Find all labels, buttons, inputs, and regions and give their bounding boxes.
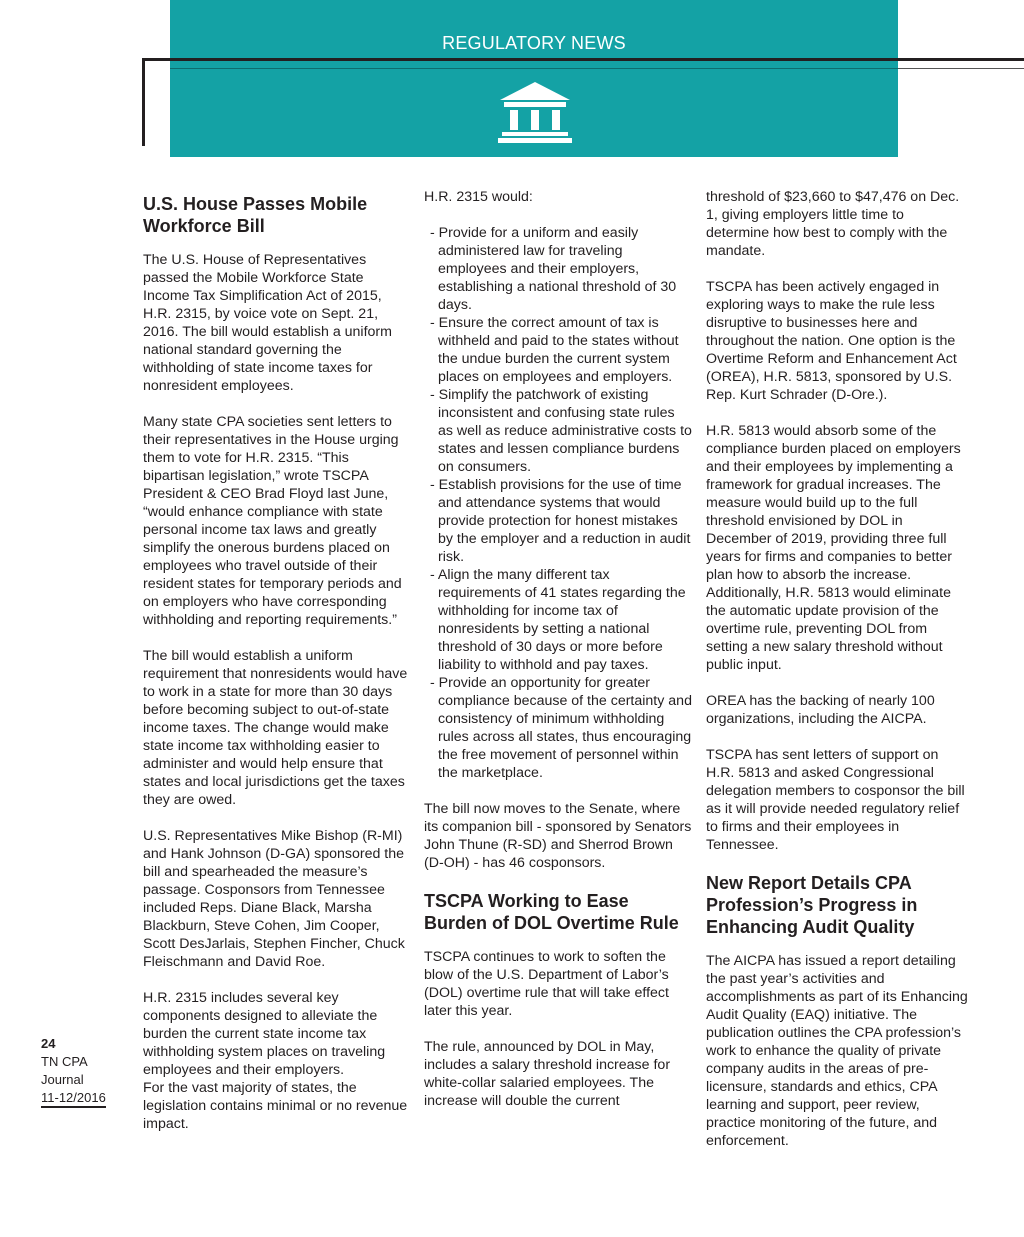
list-item: - Align the many different tax requirements of 41 states regarding the withholding for income tax of nonresidents by setting a national threshold of 30 days or more before liability to withhold and pay taxes. [424, 566, 692, 674]
bank-building-icon [496, 80, 574, 144]
list-item: - Ensure the correct amount of tax is withheld and paid to the states without the undue burden the current system places on employees and employers. [424, 314, 692, 386]
column-3 [706, 188, 968, 1168]
column-2 [424, 188, 692, 1128]
publication-name-line2: Journal [41, 1072, 84, 1087]
publication-name: TN CPA [41, 1054, 88, 1069]
body-paragraph: For the vast majority of states, the legislation contains minimal or no revenue impact. [143, 1080, 408, 1132]
body-paragraph: The bill would establish a uniform requirement that nonresidents would have to work in a state for more than 30 days before becoming subject to out-of-state income taxes. The change would make state income tax withholding easier to administer and would help ensure that states and local jurisdictions get the taxes they are owed. [143, 648, 408, 808]
list-item: - Establish provisions for the use of time and attendance systems that would provide protection for honest mistakes by the employer and a reduction in audit risk. [424, 476, 692, 566]
body-paragraph: The AICPA has issued a report detailing the past year’s activities and accomplishments as part of its Enhancing Audit Quality (EAQ) initiative. The publication outlines the CPA profession’s work to enhance the quality of private company audits in the areas of pre-licensure, standards and ethics, CPA learning and support, peer review, practice monitoring of the future, and enforcement. [706, 953, 968, 1149]
section-label: REGULATORY NEWS [442, 33, 626, 53]
body-paragraph: H.R. 5813 would absorb some of the compliance burden placed on employers and their employees by implementing a framework for gradual increases. The measure would build up to the full threshold envisioned by DOL in December of 2019, providing three full years for firms and companies to better plan how to absorb the increase. Additionally, H.R. 5813 would eliminate the automatic update provision of the overtime rule, preventing DOL from setting a new salary threshold without public input. [706, 423, 961, 673]
list-item: - Provide for a uniform and easily administered law for traveling employees and their employers, establishing a national threshold of 30 days. [424, 224, 692, 314]
body-paragraph: The U.S. House of Representatives passed the Mobile Workforce State Income Tax Simplification Act of 2015, H.R. 2315, by voice vote on Sept. 21, 2016. The bill would establish a uniform national standard governing the withholding of state income taxes for nonresident employees. [143, 252, 392, 394]
header-thin-rule [170, 68, 898, 69]
body-paragraph: U.S. Representatives Mike Bishop (R-MI) and Hank Johnson (D-GA) sponsored the bill and spearheaded the measure’s passage. Cosponsors from Tennessee included Reps. Diane Black, Marsha Blackburn, Steve Cohen, Jim Cooper, Scott DesJarlais, Stephen Fincher, Chuck Fleischmann and David Roe. [143, 828, 405, 970]
body-paragraph: Many state CPA societies sent letters to their representatives in the House urging them to vote for H.R. 2315. “This bipartisan legislation,” wrote TSCPA President & CEO Brad Floyd last June, “would enhance compliance with state personal income tax laws and greatly simplify the onerous burdens placed on employees who travel outside of their resident states for temporary periods and on employers who have corresponding withholding and reporting requirements.” [143, 414, 402, 628]
article-title: U.S. House Passes Mobile Workforce Bill [143, 194, 368, 236]
body-paragraph: TSCPA has sent letters of support on H.R. 5813 and asked Congressional delegation members to cosponsor the bill as it will provide needed regulatory relief to firms and their employees in Tennessee. [706, 747, 965, 853]
list-item: - Simplify the patchwork of existing inconsistent and confusing state rules as well as reduce administrative costs to states and lessen compliance burdens on consumers. [424, 386, 692, 476]
body-paragraph: H.R. 2315 includes several key components designed to alleviate the burden the current state income tax withholding system places on traveling employees and their employers. [143, 990, 386, 1078]
header-rule-left [142, 58, 145, 146]
body-paragraph: OREA has the backing of nearly 100 organizations, including the AICPA. [706, 693, 935, 727]
page-number: 24 [41, 1036, 56, 1051]
issue-date: 11-12/2016 [41, 1090, 106, 1108]
article-title: TSCPA Working to Ease Burden of DOL Overtime Rule [424, 891, 679, 933]
bullet-list [424, 224, 692, 782]
body-paragraph: TSCPA has been actively engaged in exploring ways to make the rule less disruptive to businesses here and throughout the nation. One option is the Overtime Reform and Enhancement Act (OREA), H.R. 5813, sponsored by U.S. Rep. Kurt Schrader (D-Ore.). [706, 279, 957, 403]
article-title: New Report Details CPA Profession’s Progress in Enhancing Audit Quality [706, 873, 918, 937]
body-paragraph: The rule, announced by DOL in May, includes a salary threshold increase for white-collar salaried employees. The increase will double the current [424, 1039, 671, 1109]
header-rule [142, 58, 1024, 61]
body-paragraph: The bill now moves to the Senate, where its companion bill - sponsored by Senators John Thune (R-SD) and Sherrod Brown (D-OH) - has 46 cosponsors. [424, 801, 692, 871]
folio [41, 1035, 106, 1107]
column-1 [143, 188, 411, 1151]
body-paragraph: TSCPA continues to work to soften the blow of the U.S. Department of Labor’s (DOL) overtime rule that will take effect later this year. [424, 949, 669, 1019]
header-thin-rule-outer [898, 68, 1024, 69]
bullets-intro: H.R. 2315 would: [424, 189, 533, 205]
body-paragraph: threshold of $23,660 to $47,476 on Dec. 1, giving employers little time to determine how best to comply with the mandate. [706, 189, 960, 259]
list-item: - Provide an opportunity for greater compliance because of the certainty and consistency of minimum withholding rules across all states, thus encouraging the free movement of personnel within the marketplace. [424, 674, 692, 782]
